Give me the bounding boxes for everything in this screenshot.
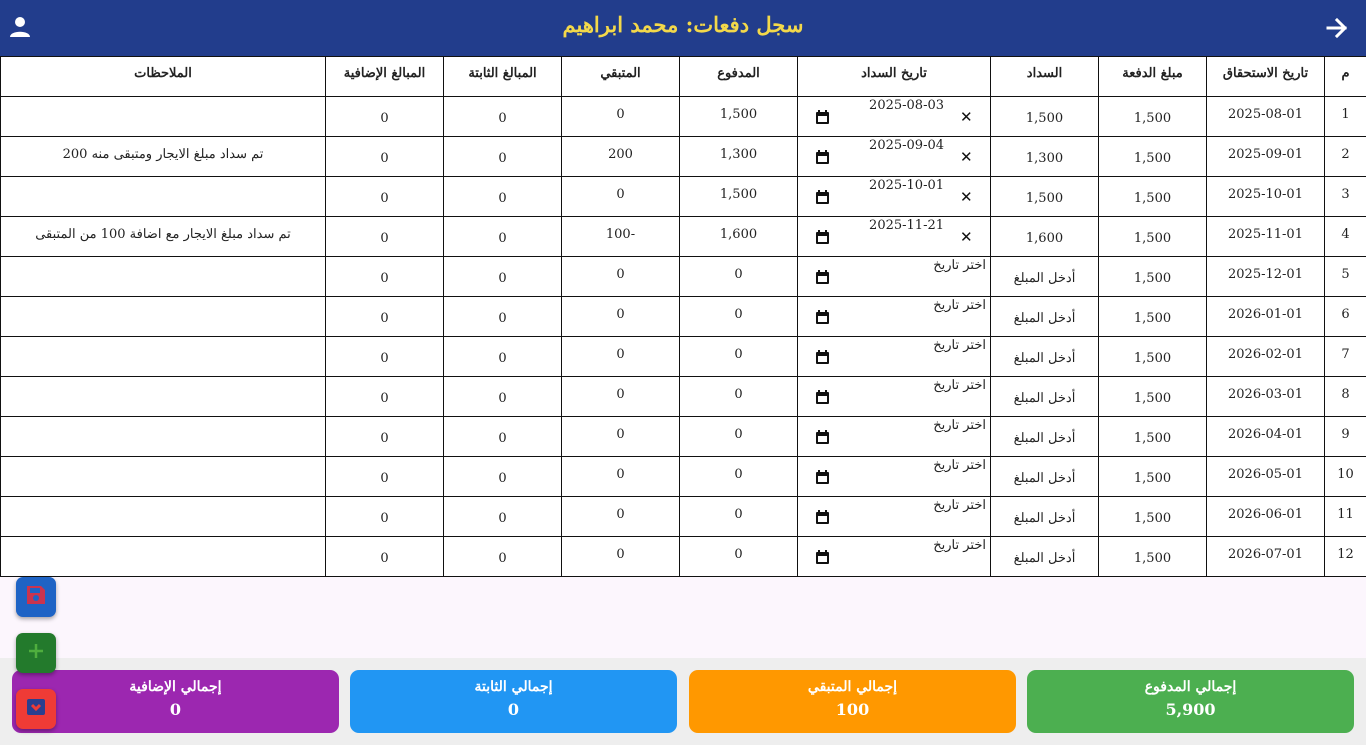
extra-input[interactable]: 0 xyxy=(326,337,444,377)
total-extra-value: 0 xyxy=(169,700,182,719)
row-index: 6 xyxy=(1325,297,1366,337)
table-row xyxy=(1,297,1366,337)
calendar-icon[interactable] xyxy=(816,350,829,364)
extra-input[interactable]: 0 xyxy=(326,417,444,457)
fixed-input[interactable]: 0 xyxy=(444,457,562,497)
table-row xyxy=(1,497,1366,537)
remaining-value: 0 xyxy=(562,537,680,577)
fixed-input[interactable]: 0 xyxy=(444,417,562,457)
total-paid-card xyxy=(1027,670,1354,733)
paid-value: 0 xyxy=(680,337,798,377)
installment-amount: 1,500 xyxy=(1099,97,1207,137)
due-date: 2026-06-01 xyxy=(1207,497,1325,537)
total-extra-card xyxy=(12,670,339,733)
installment-amount: 1,500 xyxy=(1099,217,1207,257)
row-index: 8 xyxy=(1325,377,1366,417)
installment-amount: 1,500 xyxy=(1099,337,1207,377)
pay-date-input[interactable] xyxy=(798,257,991,297)
payment-input[interactable] xyxy=(991,497,1099,537)
remaining-value: 0 xyxy=(562,257,680,297)
export-pdf-button[interactable] xyxy=(16,689,56,729)
remaining-value: 0 xyxy=(562,377,680,417)
notes-input[interactable]: تم سداد مبلغ الايجار ومتبقى منه 200 xyxy=(1,137,326,177)
payment-placeholder: أدخل المبلغ xyxy=(1013,311,1076,326)
notes-input[interactable]: تم سداد مبلغ الايجار مع اضافة 100 من المتبقى xyxy=(1,217,326,257)
table-header-row xyxy=(1,57,1366,97)
extra-input[interactable]: 0 xyxy=(326,377,444,417)
pay-date-value: 2025-08-03 xyxy=(869,98,944,113)
pay-date-placeholder: اختر تاريخ xyxy=(933,258,986,273)
installment-amount: 1,500 xyxy=(1099,177,1207,217)
table-row xyxy=(1,537,1366,577)
calendar-icon[interactable] xyxy=(816,230,829,244)
extra-input[interactable]: 0 xyxy=(326,97,444,137)
remaining-value: 0 xyxy=(562,457,680,497)
row-index: 3 xyxy=(1325,177,1366,217)
installment-amount: 1,500 xyxy=(1099,497,1207,537)
payment-value: 1,500 xyxy=(1025,111,1064,126)
column-header: السداد xyxy=(991,57,1099,97)
total-extra-label: إجمالي الإضافية xyxy=(129,679,222,695)
pay-date-input[interactable] xyxy=(798,337,991,377)
extra-input[interactable]: 0 xyxy=(326,217,444,257)
paid-value: 0 xyxy=(680,297,798,337)
installment-amount: 1,500 xyxy=(1099,257,1207,297)
due-date: 2025-11-01 xyxy=(1207,217,1325,257)
total-fixed-value: 0 xyxy=(507,700,520,719)
clear-date-icon[interactable]: ✕ xyxy=(960,228,973,246)
due-date: 2025-08-01 xyxy=(1207,97,1325,137)
column-header: الملاحظات xyxy=(1,57,326,97)
fixed-input[interactable]: 0 xyxy=(444,537,562,577)
payment-input[interactable] xyxy=(991,377,1099,417)
paid-value: 0 xyxy=(680,537,798,577)
payment-input[interactable] xyxy=(991,97,1099,137)
column-header: تاريخ الاستحقاق xyxy=(1207,57,1325,97)
paid-value: 1,300 xyxy=(680,137,798,177)
calendar-icon[interactable] xyxy=(816,310,829,324)
calendar-icon[interactable] xyxy=(816,550,829,564)
fixed-input[interactable]: 0 xyxy=(444,177,562,217)
remaining-value: 0 xyxy=(562,417,680,457)
table-row xyxy=(1,457,1366,497)
payment-input[interactable] xyxy=(991,537,1099,577)
paid-value: 1,500 xyxy=(680,177,798,217)
installment-amount: 1,500 xyxy=(1099,297,1207,337)
column-header: م xyxy=(1325,57,1366,97)
pay-date-placeholder: اختر تاريخ xyxy=(933,418,986,433)
total-paid-label: إجمالي المدفوع xyxy=(1144,679,1237,695)
paid-value: 1,500 xyxy=(680,97,798,137)
app-header xyxy=(0,0,1366,56)
remaining-value: 0 xyxy=(562,97,680,137)
table-row xyxy=(1,97,1366,137)
remaining-value: 200 xyxy=(562,137,680,177)
pay-date-value: 2025-09-04 xyxy=(869,138,944,153)
total-remaining-label: إجمالي المتبقي xyxy=(807,679,898,695)
due-date: 2026-02-01 xyxy=(1207,337,1325,377)
remaining-value: 0 xyxy=(562,497,680,537)
calendar-icon[interactable] xyxy=(816,150,829,164)
column-header: المتبقي xyxy=(562,57,680,97)
installment-amount: 1,500 xyxy=(1099,137,1207,177)
pdf-export-icon xyxy=(27,699,45,719)
column-header: المبالغ الثابتة xyxy=(444,57,562,97)
total-remaining-value: 100 xyxy=(835,700,870,719)
clear-date-icon[interactable]: ✕ xyxy=(960,108,973,126)
notes-input[interactable] xyxy=(1,417,326,457)
column-header: مبلغ الدفعة xyxy=(1099,57,1207,97)
save-icon xyxy=(26,585,46,609)
notes-input[interactable] xyxy=(1,537,326,577)
fixed-input[interactable]: 0 xyxy=(444,217,562,257)
fixed-input[interactable]: 0 xyxy=(444,497,562,537)
add-icon xyxy=(27,642,45,664)
installment-amount: 1,500 xyxy=(1099,457,1207,497)
row-index: 2 xyxy=(1325,137,1366,177)
payment-input[interactable] xyxy=(991,177,1099,217)
total-remaining-card xyxy=(689,670,1016,733)
table-row xyxy=(1,217,1366,257)
payments-table xyxy=(0,56,1366,577)
pay-date-placeholder: اختر تاريخ xyxy=(933,538,986,553)
row-index: 11 xyxy=(1325,497,1366,537)
payment-placeholder: أدخل المبلغ xyxy=(1013,471,1076,486)
pay-date-input[interactable] xyxy=(798,297,991,337)
pay-date-input[interactable] xyxy=(798,537,991,577)
due-date: 2026-07-01 xyxy=(1207,537,1325,577)
table-row xyxy=(1,137,1366,177)
table-row xyxy=(1,377,1366,417)
paid-value: 1,600 xyxy=(680,217,798,257)
pay-date-placeholder: اختر تاريخ xyxy=(933,378,986,393)
payment-placeholder: أدخل المبلغ xyxy=(1013,551,1076,566)
due-date: 2025-10-01 xyxy=(1207,177,1325,217)
arrow-forward-icon[interactable] xyxy=(1324,14,1350,42)
pay-date-placeholder: اختر تاريخ xyxy=(933,498,986,513)
due-date: 2026-01-01 xyxy=(1207,297,1325,337)
fixed-input[interactable]: 0 xyxy=(444,97,562,137)
payment-input[interactable] xyxy=(991,337,1099,377)
table-row xyxy=(1,337,1366,377)
calendar-icon[interactable] xyxy=(816,110,829,124)
extra-input[interactable]: 0 xyxy=(326,297,444,337)
calendar-icon[interactable] xyxy=(816,470,829,484)
remaining-value: -100 xyxy=(562,217,680,257)
installment-amount: 1,500 xyxy=(1099,537,1207,577)
table-row xyxy=(1,257,1366,297)
row-index: 10 xyxy=(1325,457,1366,497)
total-fixed-card xyxy=(350,670,677,733)
row-index: 7 xyxy=(1325,337,1366,377)
notes-input[interactable] xyxy=(1,257,326,297)
calendar-icon[interactable] xyxy=(816,390,829,404)
pay-date-input[interactable] xyxy=(798,377,991,417)
notes-input[interactable] xyxy=(1,97,326,137)
pay-date-placeholder: اختر تاريخ xyxy=(933,458,986,473)
pay-date-input[interactable] xyxy=(798,137,991,177)
clear-date-icon[interactable]: ✕ xyxy=(960,148,973,166)
fixed-input[interactable]: 0 xyxy=(444,257,562,297)
pay-date-input[interactable] xyxy=(798,457,991,497)
payment-placeholder: أدخل المبلغ xyxy=(1013,391,1076,406)
row-index: 12 xyxy=(1325,537,1366,577)
due-date: 2026-05-01 xyxy=(1207,457,1325,497)
row-index: 5 xyxy=(1325,257,1366,297)
row-index: 9 xyxy=(1325,417,1366,457)
payment-input[interactable] xyxy=(991,257,1099,297)
total-paid-value: 5,900 xyxy=(1165,700,1216,719)
pay-date-value: 2025-11-21 xyxy=(869,218,944,233)
pay-date-input[interactable] xyxy=(798,97,991,137)
due-date: 2026-03-01 xyxy=(1207,377,1325,417)
notes-input[interactable] xyxy=(1,297,326,337)
payment-placeholder: أدخل المبلغ xyxy=(1013,351,1076,366)
notes-input[interactable] xyxy=(1,377,326,417)
fixed-input[interactable]: 0 xyxy=(444,297,562,337)
pay-date-input[interactable] xyxy=(798,177,991,217)
save-button[interactable] xyxy=(16,577,56,617)
payment-value: 1,300 xyxy=(1025,151,1064,166)
payment-placeholder: أدخل المبلغ xyxy=(1013,271,1076,286)
extra-input[interactable]: 0 xyxy=(326,497,444,537)
payment-placeholder: أدخل المبلغ xyxy=(1013,511,1076,526)
table-row xyxy=(1,417,1366,457)
due-date: 2026-04-01 xyxy=(1207,417,1325,457)
row-index: 1 xyxy=(1325,97,1366,137)
payment-input[interactable] xyxy=(991,457,1099,497)
person-icon[interactable] xyxy=(9,15,31,39)
remaining-value: 0 xyxy=(562,297,680,337)
table-row xyxy=(1,177,1366,217)
fixed-input[interactable]: 0 xyxy=(444,337,562,377)
pay-date-placeholder: اختر تاريخ xyxy=(933,298,986,313)
payment-value: 1,600 xyxy=(1025,231,1064,246)
paid-value: 0 xyxy=(680,257,798,297)
extra-input[interactable]: 0 xyxy=(326,457,444,497)
installment-amount: 1,500 xyxy=(1099,417,1207,457)
total-fixed-label: إجمالي الثابتة xyxy=(474,679,553,695)
paid-value: 0 xyxy=(680,457,798,497)
remaining-value: 0 xyxy=(562,337,680,377)
extra-input[interactable]: 0 xyxy=(326,177,444,217)
due-date: 2025-12-01 xyxy=(1207,257,1325,297)
extra-input[interactable]: 0 xyxy=(326,137,444,177)
pay-date-value: 2025-10-01 xyxy=(869,178,944,193)
notes-input[interactable] xyxy=(1,457,326,497)
payment-input[interactable] xyxy=(991,297,1099,337)
extra-input[interactable]: 0 xyxy=(326,257,444,297)
extra-input[interactable]: 0 xyxy=(326,537,444,577)
column-header: تاريخ السداد xyxy=(798,57,991,97)
remaining-value: 0 xyxy=(562,177,680,217)
notes-input[interactable] xyxy=(1,337,326,377)
calendar-icon[interactable] xyxy=(816,270,829,284)
installment-amount: 1,500 xyxy=(1099,377,1207,417)
pay-date-input[interactable] xyxy=(798,417,991,457)
clear-date-icon[interactable]: ✕ xyxy=(960,188,973,206)
paid-value: 0 xyxy=(680,497,798,537)
page-title: سجل دفعات: محمد ابراهيم xyxy=(562,12,804,37)
column-header: المبالغ الإضافية xyxy=(326,57,444,97)
pay-date-input[interactable] xyxy=(798,217,991,257)
calendar-icon[interactable] xyxy=(816,190,829,204)
payment-input[interactable] xyxy=(991,217,1099,257)
payment-value: 1,500 xyxy=(1025,191,1064,206)
row-index: 4 xyxy=(1325,217,1366,257)
due-date: 2025-09-01 xyxy=(1207,137,1325,177)
notes-input[interactable] xyxy=(1,177,326,217)
payment-placeholder: أدخل المبلغ xyxy=(1013,431,1076,446)
pay-date-placeholder: اختر تاريخ xyxy=(933,338,986,353)
add-row-button[interactable] xyxy=(16,633,56,673)
payment-input[interactable] xyxy=(991,417,1099,457)
calendar-icon[interactable] xyxy=(816,430,829,444)
calendar-icon[interactable] xyxy=(816,510,829,524)
paid-value: 0 xyxy=(680,377,798,417)
paid-value: 0 xyxy=(680,417,798,457)
notes-input[interactable] xyxy=(1,497,326,537)
payment-input[interactable] xyxy=(991,137,1099,177)
fixed-input[interactable]: 0 xyxy=(444,137,562,177)
pay-date-input[interactable] xyxy=(798,497,991,537)
fixed-input[interactable]: 0 xyxy=(444,377,562,417)
column-header: المدفوع xyxy=(680,57,798,97)
